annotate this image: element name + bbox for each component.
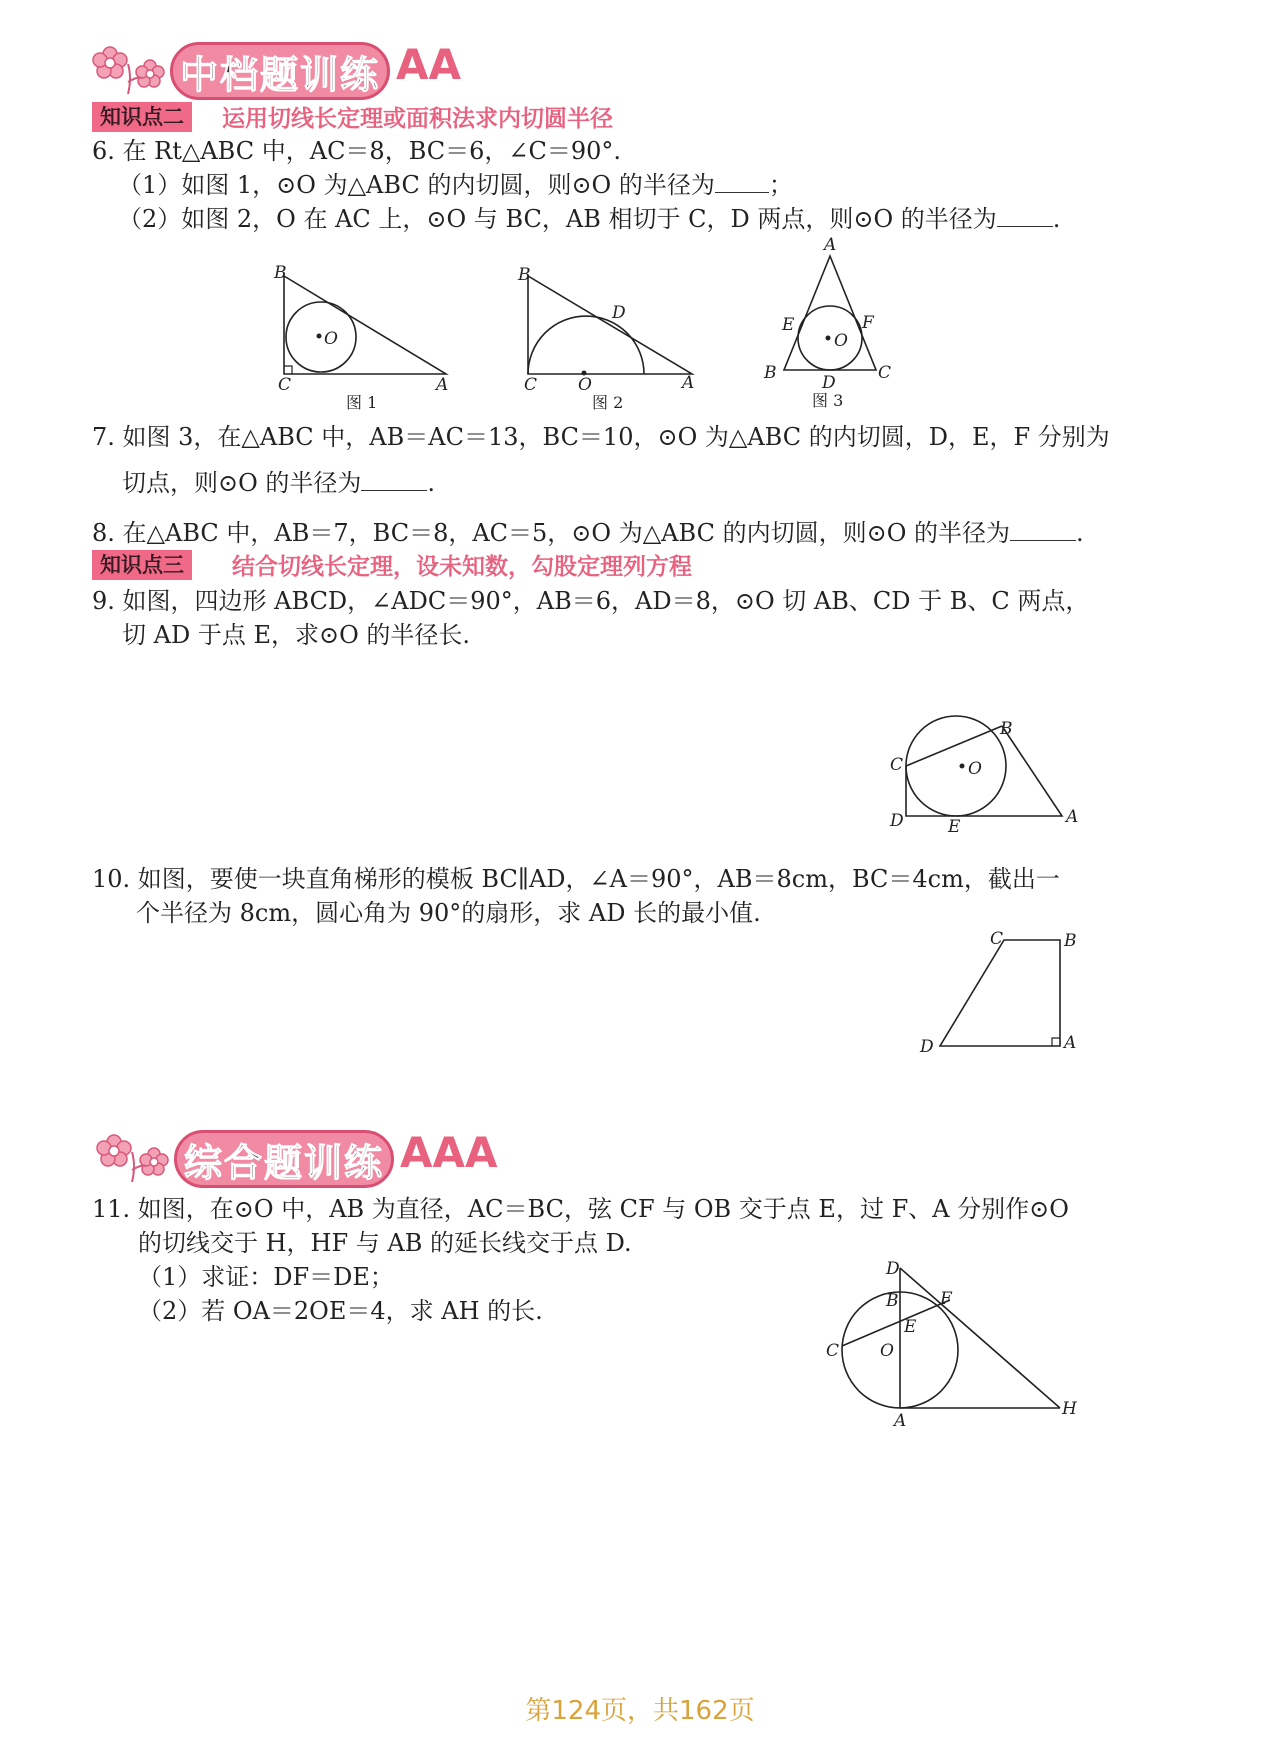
question-11-stem-2: 的切线交于 H，HF 与 AB 的延长线交于点 D. [138, 1229, 632, 1257]
difficulty-grade-mid: AA [396, 40, 462, 89]
figure-3 [756, 234, 906, 410]
question-11-stem: 11. 如图，在⊙O 中，AB 为直径，AC＝BC，弦 CF 与 OB 交于点 E，过 F、A 分别作⊙O [92, 1195, 1069, 1223]
question-11-part-1: （1）求证：DF＝DE； [138, 1263, 394, 1291]
question-8-text: 8. 在△ABC 中，AB＝7，BC＝8，AC＝5，⊙O 为△ABC 的内切圆，则⊙O 的半径为 [92, 519, 1010, 547]
label-D: D [612, 303, 626, 323]
question-8 [92, 516, 1084, 550]
punctuation: . [1052, 205, 1061, 233]
question-10-stem-2: 个半径为 8cm，圆心角为 90°的扇形，求 AD 长的最小值. [136, 899, 761, 927]
label-E: E [782, 315, 795, 335]
question-9-stem: 9. 如图，四边形 ABCD，∠ADC＝90°，AB＝6，AD＝8，⊙O 切 AB、CD 于 B、C 两点， [92, 587, 1090, 615]
label-H: H [1062, 1399, 1077, 1419]
question-11-part-2: （2）若 OA＝2OE＝4，求 AH 的长. [138, 1297, 543, 1325]
label-C: C [278, 375, 292, 395]
label-C: C [878, 363, 892, 383]
answer-blank [997, 202, 1053, 227]
label-B: B [274, 263, 287, 283]
answer-blank [715, 168, 769, 193]
label-O: O [324, 329, 338, 349]
label-F: F [940, 1289, 952, 1309]
label-O: O [968, 759, 982, 779]
label-A: A [436, 375, 449, 395]
section-title-mid: 中档题训练 [170, 42, 390, 100]
figure-question-10 [916, 926, 1086, 1060]
figure-1 [268, 262, 458, 412]
difficulty-grade-comprehensive: AAA [400, 1128, 498, 1177]
label-C: C [826, 1341, 840, 1361]
question-7-text: 切点，则⊙O 的半径为 [122, 469, 362, 497]
punctuation: ； [768, 171, 793, 199]
question-6-stem: 6. 在 Rt△ABC 中，AC＝8，BC＝6，∠C＝90°. [92, 137, 622, 165]
label-A: A [1064, 1033, 1077, 1053]
label-A: A [682, 373, 695, 393]
label-D: D [886, 1259, 900, 1279]
figure-2 [512, 262, 712, 412]
question-6-part-1 [118, 168, 793, 202]
label-B: B [518, 265, 531, 285]
answer-blank [361, 466, 427, 491]
label-A: A [824, 235, 837, 255]
punctuation: . [427, 469, 436, 497]
label-D: D [890, 811, 904, 831]
knowledge-point-text-3: 结合切线长定理，设未知数，勾股定理列方程 [232, 554, 692, 580]
label-A: A [894, 1411, 907, 1431]
page-number-footer: 第124页，共162页 [525, 1696, 755, 1726]
knowledge-point-tag-2: 知识点二 [92, 102, 192, 132]
question-7-stem: 7. 如图 3，在△ABC 中，AB＝AC＝13，BC＝10，⊙O 为△ABC 的内切圆，D，E，F 分别为 [92, 423, 1110, 451]
answer-blank [1010, 516, 1076, 541]
label-O: O [578, 375, 592, 395]
question-10-stem: 10. 如图，要使一块直角梯形的模板 BC∥AD，∠A＝90°，AB＝8cm，BC＝4cm，截出一 [92, 865, 1060, 893]
label-F: F [862, 313, 874, 333]
question-6-part-1-text: （1）如图 1，⊙O 为△ABC 的内切圆，则⊙O 的半径为 [118, 171, 715, 199]
question-6-part-2 [118, 202, 1060, 236]
figure-2-caption: 图 2 [592, 393, 624, 412]
question-9-stem-2: 切 AD 于点 E，求⊙O 的半径长. [122, 621, 471, 649]
question-7-stem-2 [122, 466, 435, 500]
label-D: D [822, 373, 836, 393]
section-title-comprehensive: 综合题训练 [174, 1130, 394, 1188]
question-6-part-2-text: （2）如图 2，O 在 AC 上，⊙O 与 BC，AB 相切于 C，D 两点，则⊙O 的半径为 [118, 205, 997, 233]
label-B: B [1000, 719, 1013, 739]
figure-3-caption: 图 3 [812, 391, 844, 410]
figure-question-11 [816, 1256, 1086, 1434]
label-D: D [920, 1037, 934, 1057]
label-B: B [886, 1291, 899, 1311]
label-B: B [1064, 931, 1077, 951]
label-O: O [834, 331, 848, 351]
label-C: C [990, 929, 1004, 949]
label-B: B [764, 363, 777, 383]
label-E: E [948, 817, 961, 837]
knowledge-point-tag-3: 知识点三 [92, 550, 192, 580]
label-C: C [524, 375, 538, 395]
label-E: E [904, 1317, 917, 1337]
flower-icon [88, 38, 170, 96]
figure-1-caption: 图 1 [346, 393, 378, 412]
flower-icon [92, 1126, 174, 1184]
punctuation: . [1076, 519, 1084, 547]
figure-question-9 [880, 706, 1080, 838]
knowledge-point-text-2: 运用切线长定理或面积法求内切圆半径 [222, 106, 613, 132]
label-A: A [1066, 807, 1079, 827]
label-O: O [880, 1341, 894, 1361]
label-C: C [890, 755, 904, 775]
